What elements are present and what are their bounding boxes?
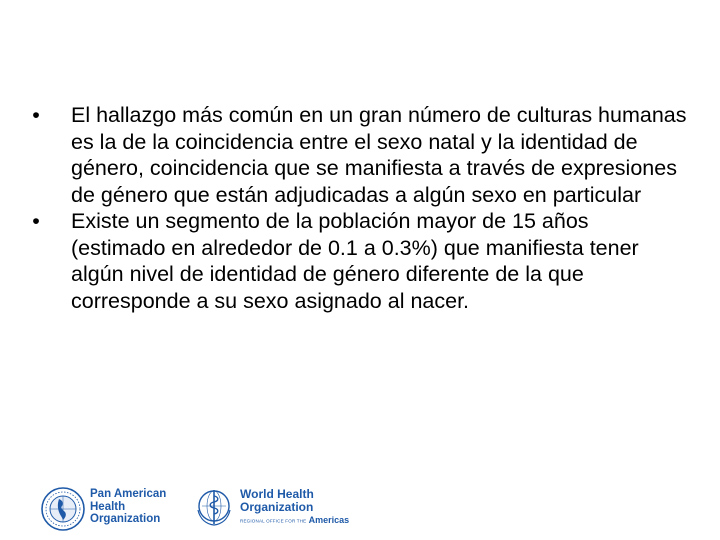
- bullet-text-1: El hallazgo más común en un gran número de culturas humanas es la de la coincidencia entre el sexo natal y la identidad de género, coincidencia que se manifiesta a través de expresiones de género que están adjudicadas a algún sexo en particular: [71, 103, 687, 207]
- who-sub-region: Americas: [308, 515, 350, 525]
- paho-line-1: Pan American: [90, 488, 167, 500]
- who-regional-office: [240, 515, 349, 525]
- who-sub-small: REGIONAL OFFICE FOR THE: [240, 518, 307, 524]
- who-emblem-icon: [192, 486, 236, 530]
- bullet-marker: •: [32, 103, 40, 127]
- who-line-2: Organization: [240, 499, 314, 514]
- bullet-item-1: [28, 102, 688, 208]
- bullet-item-2: [28, 208, 688, 314]
- paho-logo: [40, 484, 190, 534]
- bullet-text-2: Existe un segmento de la población mayor de 15 años (estimado en alrededor de 0.1 a 0.3%) que manifiesta tener algún nivel de identidad de género diferente de la que corresponde a su sexo asignado al nacer.: [71, 209, 639, 313]
- bullet-marker: •: [32, 209, 40, 233]
- bullet-list: [28, 102, 688, 314]
- logo-footer: [40, 484, 350, 534]
- paho-wordmark: [90, 488, 166, 526]
- who-line-1: World Health: [240, 487, 314, 501]
- who-wordmark: [240, 488, 314, 513]
- who-logo: [192, 484, 350, 534]
- paho-line-2: Health: [90, 500, 126, 513]
- paho-line-3: Organization: [90, 513, 161, 525]
- slide-content: [28, 102, 688, 314]
- paho-globe-emblem-icon: [40, 486, 86, 532]
